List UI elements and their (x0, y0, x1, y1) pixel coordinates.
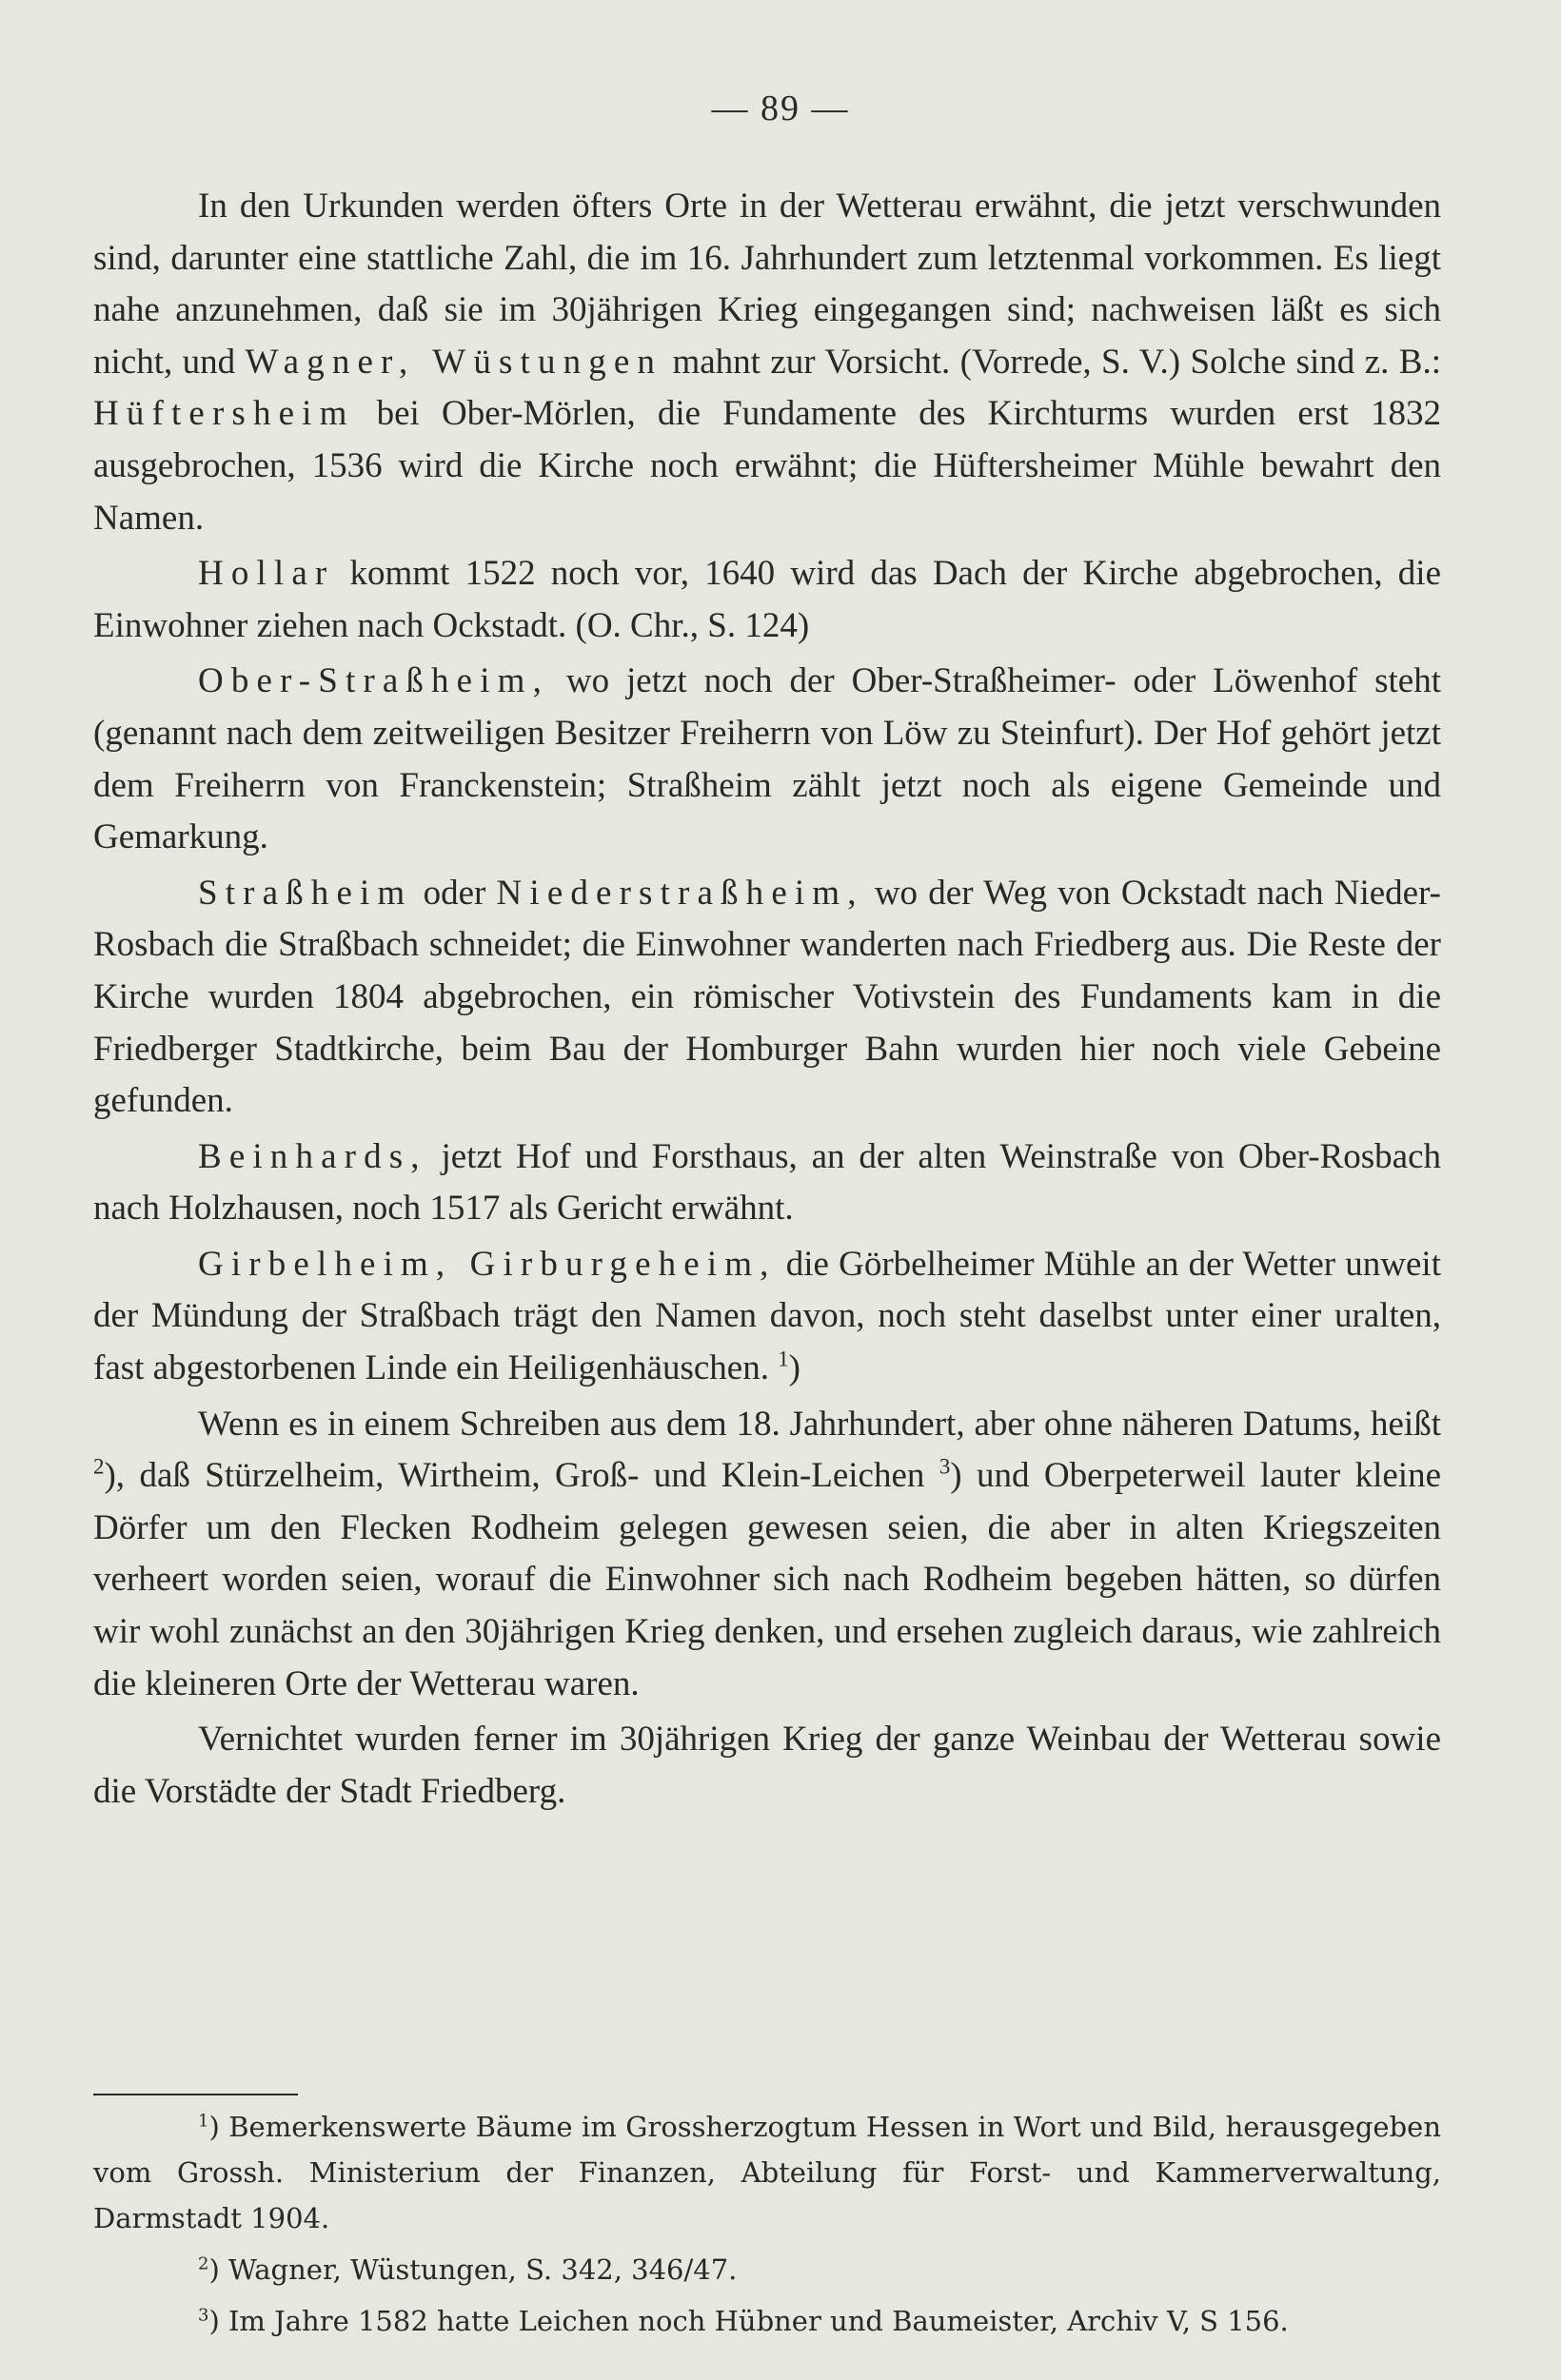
text-run: Vernichtet wurden ferner im 30jährigen Krieg der ganze Weinbau der Wetterau sowie die Vorstädte der Stadt Friedberg. (93, 1720, 1441, 1811)
footnote-ref: 1 (778, 1347, 789, 1371)
footnote (93, 2298, 1441, 2344)
footnote-mark: 3 (198, 2305, 209, 2326)
text-run: ), daß Stürzelheim, Wirtheim, Groß- und Klein-Leichen (104, 1456, 939, 1496)
spaced-name: Niederstraßheim, (496, 873, 864, 913)
body-text (93, 181, 1441, 1821)
footnote-divider (93, 2094, 298, 2095)
text-run: bei Ober-Mörlen, die Fundamente des Kirchturms wurden erst 1832 ausgebrochen, 1536 wird die Kirche noch erwähnt; die Hüftersheimer Mühle bewahrt den Namen. (93, 394, 1441, 538)
spaced-name: Ober-Straßheim, (198, 661, 549, 701)
spaced-name: Wagner, Wüstungen (245, 342, 663, 382)
spaced-name: Girbelheim, Girburgeheim, (198, 1244, 777, 1284)
text-run: oder (412, 873, 497, 913)
footnote-mark: 1 (198, 2111, 209, 2132)
paragraph-girbelheim (93, 1239, 1441, 1395)
footnotes (93, 2104, 1441, 2350)
footnote-ref: 3 (939, 1454, 951, 1479)
paragraph-niederstrassheim (93, 868, 1441, 1128)
footnote-ref: 2 (93, 1454, 105, 1479)
text-run: jetzt Hof und Forsthaus, an der alten Weinstraße von Ober-Rosbach nach Holzhausen, noch 1517 als Gericht erwähnt. (93, 1136, 1441, 1229)
paragraph-huftersheim (93, 181, 1441, 544)
text-run: Wenn es in einem Schreiben aus dem 18. Jahrhundert, aber ohne näheren Datums, heißt (198, 1404, 1441, 1444)
footnote-text: ) Im Jahre 1582 hatte Leichen noch Hübner und Baumeister, Archiv V, S 156. (208, 2305, 1289, 2337)
footnote-text: ) Wagner, Wüstungen, S. 342, 346/47. (208, 2253, 738, 2286)
spaced-name: Hüftersheim (93, 394, 355, 434)
text-run: wo der Weg von Ockstadt nach Nieder-Rosbach die Straßbach schneidet; die Einwohner wanderten nach Friedberg aus. Die Reste der Kirche wurden 1804 abgebrochen, ein römischer Votivstein des Fundaments kam in die Friedberger Stadtkirche, beim Bau der Homburger Bahn wurden hier noch viele Gebeine gefunden. (93, 873, 1441, 1121)
footnote-text: ) Bemerkenswerte Bäume im Grossherzogtum Hessen in Wort und Bild, herausgegeben vom Grossh. Ministerium der Finanzen, Abteilung für Forst- und Kammerverwaltung, Darmstadt 1904. (93, 2111, 1441, 2234)
spaced-name: Straßheim (198, 873, 413, 913)
paragraph-beinhards (93, 1131, 1441, 1235)
paragraph-weinbau (93, 1714, 1441, 1818)
footnote (93, 2247, 1441, 2292)
spaced-name: Beinhards, (198, 1136, 427, 1176)
text-run: kommt 1522 noch vor, 1640 wird das Dach der Kirche abgebrochen, die Einwohner ziehen nach Ockstadt. (O. Chr., S. 124) (93, 554, 1441, 645)
text-run: In den Urkunden werden öfters Orte in der Wetterau erwähnt, die jetzt verschwunden sind, darunter eine stattliche Zahl, die im 16. Jahrhundert zum letztenmal vorkommen. Es liegt nahe anzunehmen, daß sie im 30jährigen Krieg eingegangen sind; nachweisen läßt es sich nicht, und (93, 187, 1441, 382)
text-run: mahnt zur Vorsicht. (Vorrede, S. V.) Solche sind z. B.: (662, 342, 1441, 382)
footnote (93, 2104, 1441, 2241)
page-number: — 89 — (711, 89, 850, 128)
text-run: ) und Oberpeterweil lauter kleine Dörfer um den Flecken Rodheim gelegen gewesen seien, die aber in alten Kriegszeiten verheert worden seien, worauf die Einwohner sich nach Rodheim begeben hätten, so dürfen wir wohl zunächst an den 30jährigen Krieg denken, und ersehen zugleich daraus, wie zahlreich die kleineren Orte der Wetterau waren. (93, 1456, 1441, 1703)
paragraph-ober-strassheim (93, 656, 1441, 863)
spaced-name: Hollar (198, 554, 335, 594)
text-run: wo jetzt noch der Ober-Straßheimer- oder Löwenhof steht (genannt nach dem zeitweiligen Besitzer Freiherrn von Löw zu Steinfurt). Der Hof gehört jetzt dem Freiherrn von Franckenstein; Straßheim zählt jetzt noch als eigene Gemeinde und Gemarkung. (93, 661, 1441, 857)
text-run: die Görbelheimer Mühle an der Wetter unweit der Mündung der Straßbach trägt den Namen davon, noch steht daselbst unter einer uralten, fast abgestorbenen Linde ein Heiligenhäuschen. (93, 1244, 1441, 1388)
footnote-mark: 2 (198, 2253, 209, 2274)
paragraph-rodheim (93, 1399, 1441, 1711)
text-run: ) (788, 1348, 800, 1388)
paragraph-hollar (93, 548, 1441, 652)
